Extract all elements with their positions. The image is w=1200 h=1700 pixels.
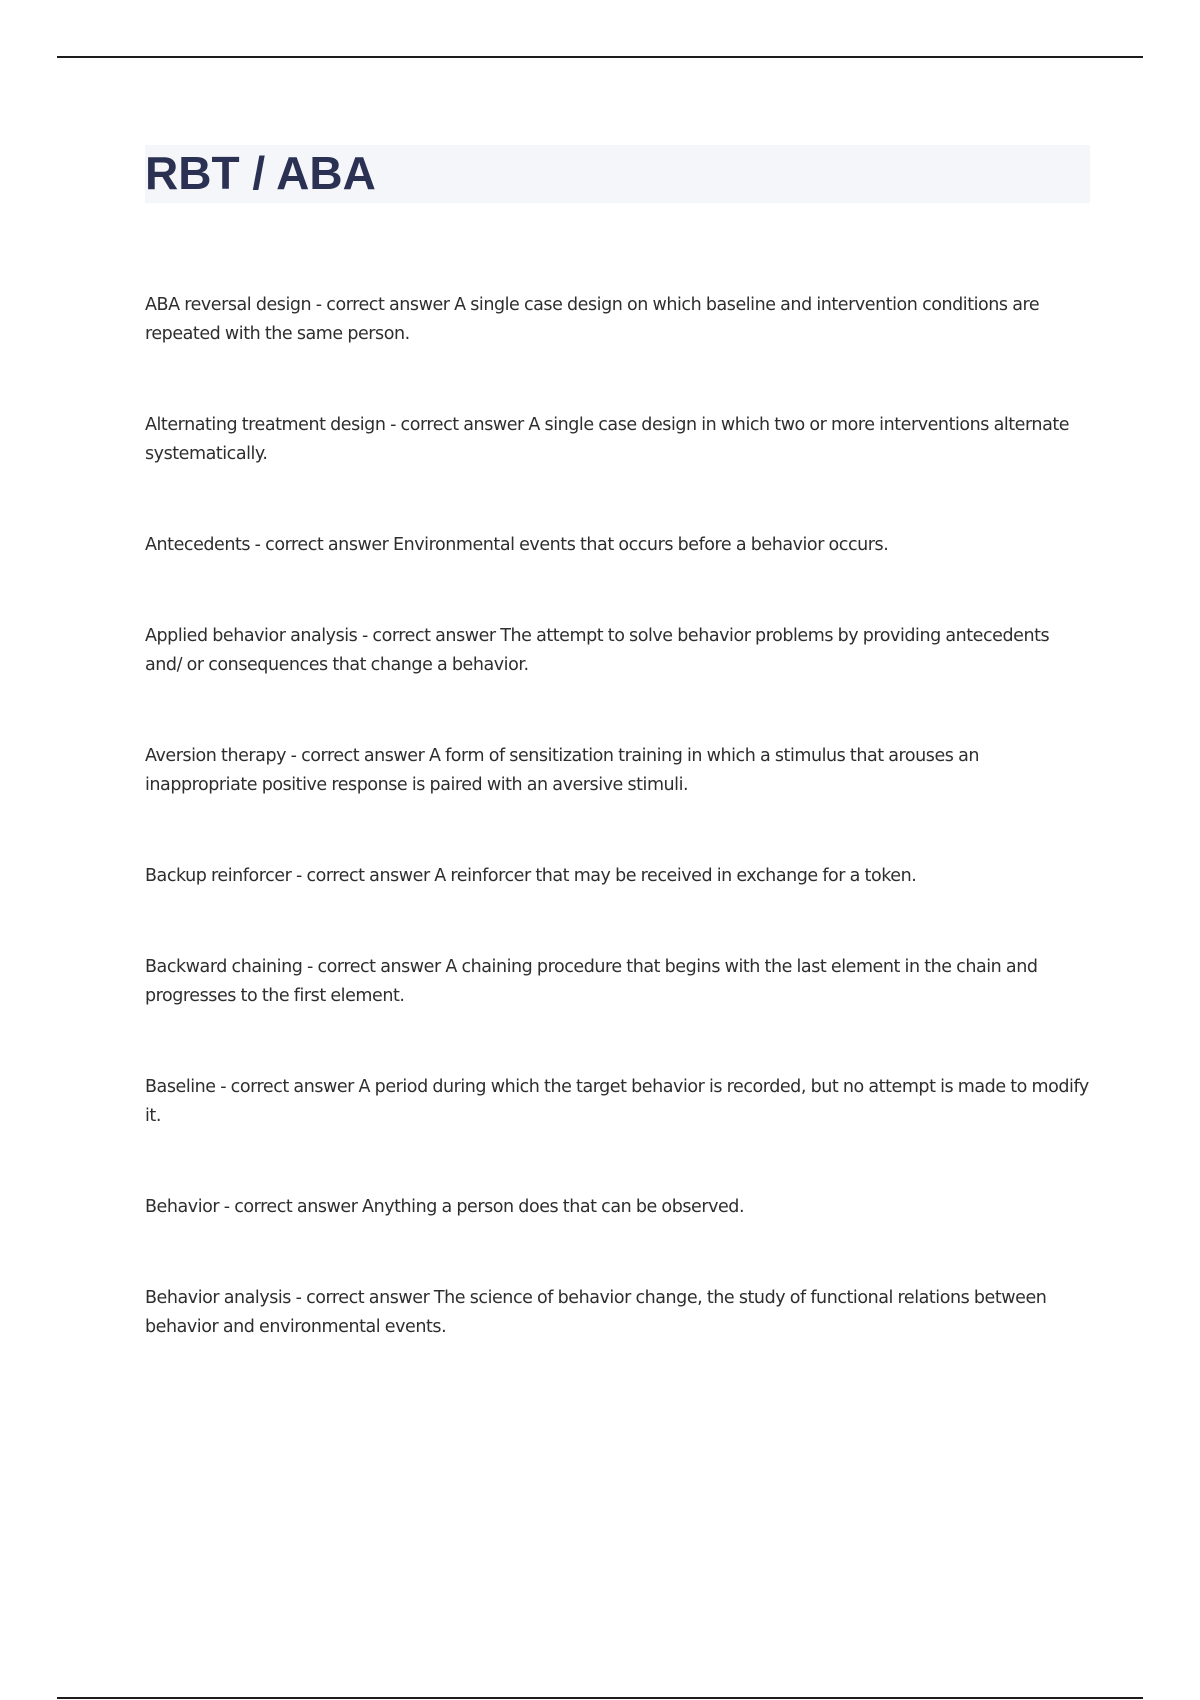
top-divider	[57, 56, 1143, 58]
definition-entry: Backup reinforcer - correct answer A reinforcer that may be received in exchange for a token.	[145, 866, 917, 886]
definition-entry: Behavior analysis - correct answer The science of behavior change, the study of functional relations between behavior and environmental events.	[145, 1288, 1047, 1337]
definition-entry: Antecedents - correct answer Environmental events that occurs before a behavior occurs.	[145, 535, 889, 555]
definition-entry: ABA reversal design - correct answer A single case design on which baseline and intervention conditions are repeated with the same person.	[145, 295, 1040, 344]
definition-entry: Backward chaining - correct answer A chaining procedure that begins with the last element in the chain and progresses to the first element.	[145, 957, 1038, 1006]
page-title: RBT / ABA	[145, 147, 376, 199]
definition-entry: Behavior - correct answer Anything a person does that can be observed.	[145, 1197, 745, 1217]
definition-entry: Alternating treatment design - correct answer A single case design in which two or more interventions alternate systematically.	[145, 415, 1070, 464]
definition-entry: Applied behavior analysis - correct answer The attempt to solve behavior problems by providing antecedents and/ or consequences that change a behavior.	[145, 626, 1050, 675]
definition-list	[145, 291, 1090, 1404]
definition-entry: Aversion therapy - correct answer A form of sensitization training in which a stimulus that arouses an inappropriate positive response is paired with an aversive stimuli.	[145, 746, 979, 795]
definition-entry: Baseline - correct answer A period during which the target behavior is recorded, but no attempt is made to modify it.	[145, 1077, 1089, 1126]
bottom-divider	[57, 1697, 1143, 1699]
